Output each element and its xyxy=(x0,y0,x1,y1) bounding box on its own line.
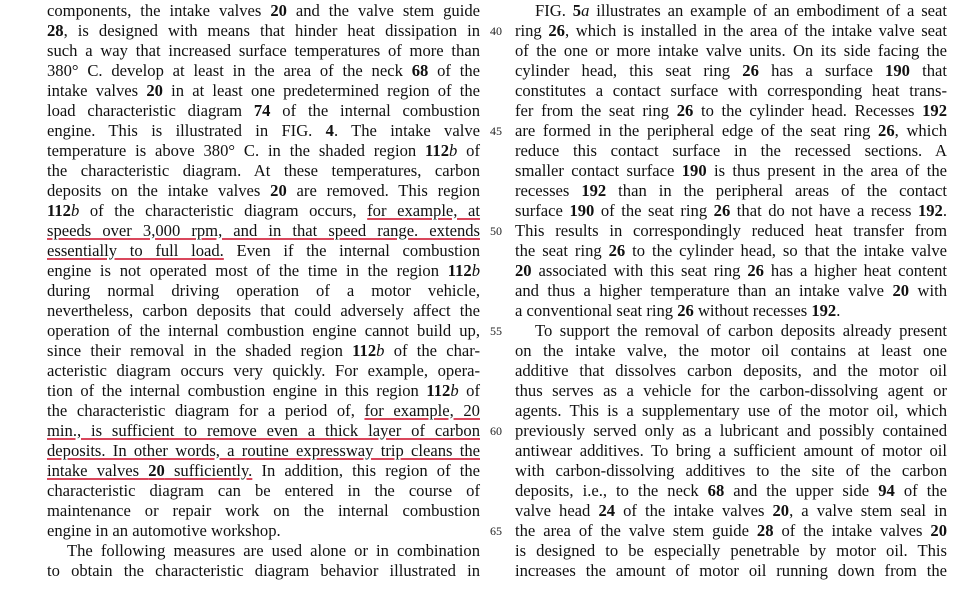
reference-numeral: 112 xyxy=(447,260,472,280)
text-span: 380° C. develop at least in the area of the neck xyxy=(47,60,412,80)
text-span: nevertheless, carbon deposits that could adversely affect the xyxy=(47,300,480,320)
text-span: This results in correspondingly reduced heat transfer from xyxy=(515,220,947,240)
text-span: engine. This is illustrated in FIG. xyxy=(47,120,326,140)
reference-numeral: 192 xyxy=(917,200,943,220)
text-span: without recesses xyxy=(693,300,812,320)
reference-numeral: 192 xyxy=(922,100,948,120)
left-text-line xyxy=(47,361,480,381)
left-text-line xyxy=(47,221,480,241)
reference-numeral: 74 xyxy=(253,100,271,120)
text-span: increases the amount of motor oil running down from the xyxy=(515,560,947,580)
left-text-line xyxy=(47,201,480,221)
reference-numeral: 190 xyxy=(885,60,910,80)
text-span: since their removal in the shaded region xyxy=(47,340,353,360)
right-text-line xyxy=(515,201,947,221)
reference-numeral: 26 xyxy=(713,200,731,220)
left-text-line xyxy=(47,161,480,181)
text-span: of the char- xyxy=(384,340,480,360)
text-span: deposits on the intake valves xyxy=(47,180,271,200)
reference-numeral: 28 xyxy=(756,520,774,540)
text-span: to the cylinder head, so that the intake valve xyxy=(625,240,948,260)
left-text-line xyxy=(47,541,480,561)
text-span: b xyxy=(471,260,480,280)
line-number: 55 xyxy=(490,323,502,338)
text-span: thus serves as a vehicle for the carbon-dissolving agent or xyxy=(515,380,947,400)
left-text-line xyxy=(47,21,480,41)
text-span: the characteristic diagram. At these temperatures, carbon xyxy=(47,160,480,180)
text-span: engine in an automotive workshop. xyxy=(47,520,281,540)
reference-numeral: 112 xyxy=(425,140,450,160)
reference-numeral: 94 xyxy=(878,480,895,500)
text-span: antiwear additives. To bring a sufficient amount of motor oil xyxy=(515,440,947,460)
text-span: cylinder head, this seat ring xyxy=(515,60,743,80)
text-span: of the one or more intake valve units. On its side facing the xyxy=(515,40,947,60)
reference-numeral: 20 xyxy=(270,0,287,20)
left-text-line xyxy=(47,1,480,21)
underlined-text: speeds over 3,000 rpm, and in that speed range. extends xyxy=(47,220,480,240)
reference-numeral: 20 xyxy=(772,500,790,520)
right-text-line xyxy=(515,481,947,501)
text-span: additive that dissolves carbon deposits, and the motor oil xyxy=(515,360,947,380)
right-text-line xyxy=(515,501,947,521)
text-span: characteristic diagram can be entered in the course of xyxy=(47,480,480,500)
text-span: of the xyxy=(894,480,947,500)
line-number: 40 xyxy=(490,23,502,38)
left-text-line xyxy=(47,341,480,361)
text-span: of the seat ring xyxy=(594,200,714,220)
text-span: a xyxy=(581,0,590,20)
right-text-line xyxy=(515,381,947,401)
right-text-line xyxy=(515,241,947,261)
text-span: of the xyxy=(428,60,480,80)
text-span: associated with this seat ring xyxy=(531,260,748,280)
left-text-line xyxy=(47,261,480,281)
reference-numeral: 26 xyxy=(742,60,759,80)
right-text-line xyxy=(515,1,947,21)
reference-numeral: 190 xyxy=(681,160,707,180)
text-span: temperature is above 380° C. in the shaded region xyxy=(47,140,426,160)
text-span: fer from the seat ring xyxy=(515,100,677,120)
text-span: that xyxy=(909,60,948,80)
reference-numeral: 20 xyxy=(270,180,287,200)
text-span: b xyxy=(449,140,458,160)
left-text-line xyxy=(47,501,480,521)
text-span: deposits, i.e., to the neck xyxy=(515,480,708,500)
underlined-text: for example, 20 xyxy=(364,400,480,420)
text-span: and the upper side xyxy=(724,480,879,500)
left-text-line xyxy=(47,281,480,301)
right-text-line xyxy=(515,101,947,121)
reference-numeral: 26 xyxy=(747,260,764,280)
text-span: components, the intake valves xyxy=(47,0,271,20)
left-text-line xyxy=(47,41,480,61)
text-span: during normal driving operation of a motor vehicle, xyxy=(47,280,480,300)
right-text-line xyxy=(515,541,947,561)
reference-numeral: 26 xyxy=(676,100,694,120)
text-span: b xyxy=(376,340,385,360)
text-span: and the valve stem guide xyxy=(286,0,481,20)
text-span: surface xyxy=(515,200,570,220)
text-span: in at least one predetermined region of the xyxy=(162,80,480,100)
text-span: has a higher heat content xyxy=(763,260,947,280)
left-text-line xyxy=(47,61,480,81)
text-span: are formed in the peripheral edge of the seat ring xyxy=(515,120,879,140)
reference-numeral: 190 xyxy=(569,200,595,220)
text-span: In addition, this region of the xyxy=(252,460,481,480)
right-text-line xyxy=(515,461,947,481)
text-span: constitutes a contact surface with corresponding heat trans- xyxy=(515,80,947,100)
text-span: a conventional seat ring xyxy=(515,300,678,320)
right-text-line xyxy=(515,401,947,421)
line-number: 60 xyxy=(490,423,502,438)
underlined-text: for example, at xyxy=(367,200,481,220)
reference-numeral: 112 xyxy=(47,200,71,220)
text-span: , a valve stem seal in xyxy=(789,500,947,520)
text-span: b xyxy=(70,200,80,220)
text-span: with carbon-dissolving additives to the site of the carbon xyxy=(515,460,947,480)
text-span: , which xyxy=(894,120,947,140)
text-span: of xyxy=(458,380,480,400)
line-number: 65 xyxy=(490,523,502,538)
right-text-line xyxy=(515,61,947,81)
reference-numeral: 5 xyxy=(572,0,582,20)
right-text-line xyxy=(515,121,947,141)
underlined-text: intake valves xyxy=(47,460,149,480)
reference-numeral: 192 xyxy=(581,180,607,200)
right-text-line xyxy=(515,161,947,181)
right-text-line xyxy=(515,181,947,201)
text-span: and thus a higher temperature than an intake valve xyxy=(515,280,893,300)
text-span: the area of the valve stem guide xyxy=(515,520,757,540)
right-text-line xyxy=(515,261,947,281)
reference-numeral: 68 xyxy=(411,60,429,80)
text-span: is thus present in the area of the xyxy=(706,160,947,180)
underlined-text: essentially to full load. xyxy=(47,240,224,260)
text-span: to the cylinder head. Recesses xyxy=(693,100,923,120)
right-text-line xyxy=(515,421,947,441)
left-text-line xyxy=(47,401,480,421)
right-text-line xyxy=(515,81,947,101)
left-text-line xyxy=(47,561,480,581)
right-text-line xyxy=(515,141,947,161)
text-span: b xyxy=(450,380,459,400)
reference-numeral: 26 xyxy=(548,20,565,40)
text-span: to obtain the characteristic diagram behavior illustrated in xyxy=(47,560,480,580)
text-span: . The intake valve xyxy=(333,120,480,140)
text-span: acteristic diagram occurs very quickly. For example, opera- xyxy=(47,360,480,380)
text-span: of the intake valves xyxy=(773,520,931,540)
right-text-line xyxy=(515,41,947,61)
text-span: on the intake valve, the motor oil contains at least one xyxy=(515,340,947,360)
text-span: operation of the internal combustion engine cannot build up, xyxy=(47,320,480,340)
text-span: load characteristic diagram xyxy=(47,100,254,120)
reference-numeral: 112 xyxy=(352,340,377,360)
text-span: maintenance or repair work on the internal combustion xyxy=(47,500,480,520)
right-text-line xyxy=(515,341,947,361)
reference-numeral: 28 xyxy=(47,20,64,40)
text-span: the characteristic diagram for a period of, xyxy=(47,400,365,420)
reference-numeral: 20 xyxy=(930,520,947,540)
text-span: smaller contact surface xyxy=(515,160,682,180)
right-text-line xyxy=(515,561,947,581)
text-span: the seat ring xyxy=(515,240,609,260)
text-span: . xyxy=(836,300,841,320)
text-span: Even if the internal combustion xyxy=(223,240,480,260)
text-span: FIG. xyxy=(535,0,573,20)
text-span: illustrates an example of an embodiment of a seat xyxy=(589,0,947,20)
underlined-text: deposits. In other words, a routine expressway trip cleans the xyxy=(47,440,480,460)
right-text-line xyxy=(515,441,947,461)
text-span: agents. This is a supplementary use of the motor oil, which xyxy=(515,400,947,420)
reference-numeral: 112 xyxy=(426,380,451,400)
text-span: , which is installed in the area of the intake valve seat xyxy=(564,20,947,40)
text-span: reduce this contact surface in the recessed sections. A xyxy=(515,140,947,160)
underlined-text: sufficiently. xyxy=(164,460,253,480)
left-text-line xyxy=(47,461,480,481)
reference-numeral: 26 xyxy=(677,300,694,320)
right-text-line xyxy=(515,521,947,541)
right-text-line xyxy=(515,21,947,41)
left-text-line xyxy=(47,141,480,161)
text-span: than in the peripheral areas of the contact xyxy=(606,180,947,200)
text-span: intake valves xyxy=(47,80,147,100)
left-text-line xyxy=(47,241,480,261)
right-text-line xyxy=(515,321,947,341)
text-span: To support the removal of carbon deposits already present xyxy=(535,320,947,340)
left-text-line xyxy=(47,381,480,401)
line-number: 45 xyxy=(490,123,502,138)
reference-numeral: 26 xyxy=(878,120,895,140)
right-text-line xyxy=(515,221,947,241)
left-text-line xyxy=(47,321,480,341)
text-span: engine is not operated most of the time in the region xyxy=(47,260,448,280)
text-span: of xyxy=(457,140,480,160)
text-span: of the internal combustion xyxy=(270,100,480,120)
text-span: The following measures are used alone or in combination xyxy=(67,540,480,560)
reference-numeral: 20 xyxy=(892,280,910,300)
left-text-line xyxy=(47,181,480,201)
text-span: previously served only as a lubricant and possibly contained xyxy=(515,420,947,440)
text-span: that do not have a recess xyxy=(730,200,918,220)
reference-numeral: 20 xyxy=(515,260,532,280)
left-text-line xyxy=(47,121,480,141)
left-text-line xyxy=(47,441,480,461)
text-span: such a way that increased surface temperatures of more than xyxy=(47,40,480,60)
text-span: , is designed with means that hinder heat dissipation in xyxy=(63,20,480,40)
reference-numeral: 68 xyxy=(707,480,725,500)
reference-numeral: 20 xyxy=(148,460,165,480)
text-span: ring xyxy=(515,20,549,40)
left-text-line xyxy=(47,521,480,541)
text-span: recesses xyxy=(515,180,582,200)
text-span: of the characteristic diagram occurs, xyxy=(79,200,368,220)
text-span: are removed. This region xyxy=(286,180,480,200)
left-text-line xyxy=(47,101,480,121)
reference-numeral: 20 xyxy=(146,80,163,100)
left-text-line xyxy=(47,301,480,321)
reference-numeral: 4 xyxy=(325,120,334,140)
reference-numeral: 24 xyxy=(598,500,616,520)
left-text-line xyxy=(47,81,480,101)
left-text-line xyxy=(47,421,480,441)
text-span: of the intake valves xyxy=(615,500,773,520)
reference-numeral: 192 xyxy=(811,300,837,320)
text-span: has a surface xyxy=(758,60,886,80)
text-span: . xyxy=(942,200,947,220)
right-text-line xyxy=(515,281,947,301)
text-span: is designed to be especially penetrable by motor oil. This xyxy=(515,540,947,560)
text-span: valve head xyxy=(515,500,599,520)
text-span: with xyxy=(909,280,947,300)
left-text-line xyxy=(47,481,480,501)
text-span: tion of the internal combustion engine in this region xyxy=(47,380,427,400)
line-number: 50 xyxy=(490,223,502,238)
right-text-line xyxy=(515,361,947,381)
reference-numeral: 26 xyxy=(608,240,626,260)
right-text-line xyxy=(515,301,947,321)
underlined-text: min., is sufficient to remove even a thick layer of carbon xyxy=(47,420,480,440)
